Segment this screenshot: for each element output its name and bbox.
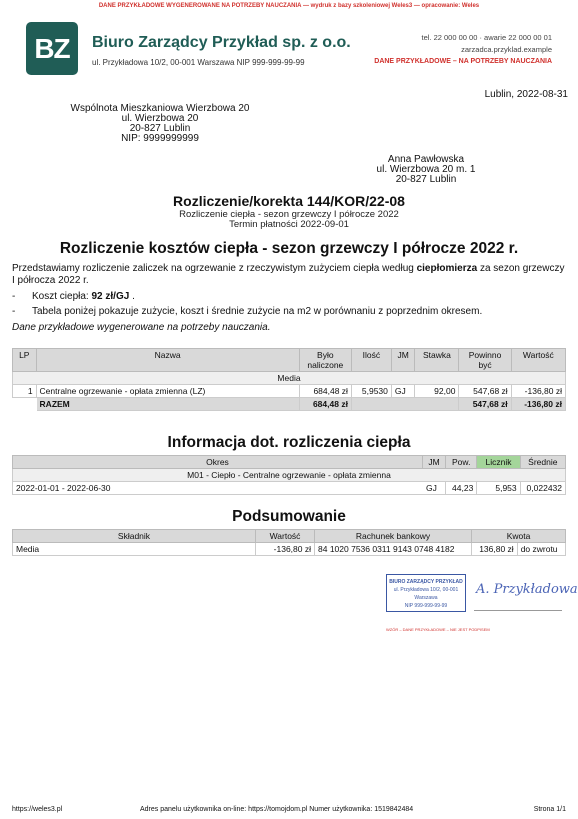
contact-phone: tel. 22 000 00 00 · awarie 22 000 00 01 [421,33,552,42]
col-powinno: Powinno być [459,349,511,372]
sum-empty [13,398,37,411]
signature-line [474,610,562,611]
stamp-line: NIP 999-999-99-99 [404,603,448,609]
page-number: Strona 1/1 [533,806,566,813]
sender-line: 20-827 Lublin [129,123,191,134]
cell-wartosc: -136,80 zł [256,543,315,556]
col-nazwa: Nazwa [36,349,299,372]
document-subtitle: Rozliczenie ciepła - sezon grzewczy I półrocze 2022 [179,209,399,220]
cell-rachunek: 84 1020 7536 0311 9143 0748 4182 [315,543,472,556]
info-table [12,455,566,495]
recipient-line: 20-827 Lublin [395,174,457,185]
contact-web: zarzadca.przyklad.example [461,45,552,54]
cell-srednie: 0,022432 [520,482,565,495]
recipient-block [356,155,496,185]
sum-label: RAZEM [36,398,299,411]
table-row [13,482,566,495]
sender-line: NIP: 9999999999 [121,133,199,144]
cell-jm: GJ [391,385,415,398]
signature: A. Przykładowa [476,582,578,597]
intro-paragraph: Przedstawiamy rozliczenie zaliczek na ogrzewanie z rzeczywistym zużyciem ciepła według ciepłomierza za sezon grzewczy I półrocza 2022 r. [12,263,565,286]
table-row [13,385,566,398]
document-date: Lublin, 2022-08-31 [484,89,568,100]
cell-skladnik: Media [13,543,256,556]
sum-spacer [351,398,459,411]
cell-powinno: 547,68 zł [459,385,511,398]
company-stamp [386,574,466,612]
company-logo: BZ [26,22,78,75]
recipient-line: Anna Pawłowska [387,154,465,165]
sender-line: ul. Wierzbowa 20 [121,113,199,124]
stamp-note: WZÓR – DANE PRZYKŁADOWE – NIE JEST PODPISEM [386,627,490,632]
col-okres: Okres [13,456,423,469]
cell-wartosc: -136,80 zł [511,385,565,398]
col-jm: JM [422,456,445,469]
col-ilosc: Ilość [351,349,391,372]
table-header-row [13,456,566,469]
sum-naliczone: 684,48 zł [299,398,351,411]
cell-kwota: 136,80 zł [472,543,518,556]
stamp-line: ul. Przykładowa 10/2, 00-001 Warszawa [393,587,459,601]
cell-status: do zwrotu [517,543,565,556]
summary-heading: Podsumowanie [232,508,346,525]
company-address: ul. Przykładowa 10/2, 00-001 Warszawa NIP 999-999-99-99 [92,58,305,67]
footer-link[interactable]: https://weles3.pl [12,806,63,813]
document-title: Rozliczenie/korekta 144/KOR/22-08 [173,193,405,209]
col-rachunek: Rachunek bankowy [315,530,472,543]
cell-ilosc: 5,9530 [351,385,391,398]
summary-table [12,529,566,556]
recipient-line: ul. Wierzbowa 20 m. 1 [376,164,476,175]
group-label: Media [13,372,566,385]
sender-line: Wspólnota Mieszkaniowa Wierzbowa 20 [70,103,250,114]
table-group-row [13,469,566,482]
company-name: Biuro Zarządcy Przykład sp. z o.o. [92,34,351,51]
cell-okres: 2022-01-01 - 2022-06-30 [13,482,423,495]
stamp-line: BIURO ZARZĄDCY PRZYKŁAD [389,579,463,585]
group-label: M01 - Ciepło - Centralne ogrzewanie - opłata zmienna [13,469,566,482]
sample-note: Dane przykładowe wygenerowane na potrzeby nauczania. [12,322,271,333]
col-lp: LP [13,349,37,372]
info-heading: Informacja dot. rozliczenia ciepła [167,434,411,451]
table-group-row [13,372,566,385]
settlement-table [12,348,566,411]
col-kwota: Kwota [472,530,566,543]
sum-wartosc: -136,80 zł [511,398,565,411]
bullet-cost: - Koszt ciepła: 92 zł/GJ . [12,291,135,302]
cell-naliczone: 684,48 zł [299,385,351,398]
col-skladnik: Składnik [13,530,256,543]
cell-lp: 1 [13,385,37,398]
col-pow: Pow. [446,456,477,469]
table-header-row [13,349,566,372]
table-sum-row [13,398,566,411]
col-srednie: Średnie [520,456,565,469]
sum-powinno: 547,68 zł [459,398,511,411]
cell-pow: 44,23 [446,482,477,495]
col-naliczone: Było naliczone [299,349,351,372]
table-row [13,543,566,556]
payment-due: Termin płatności 2022-09-01 [229,219,349,230]
col-stawka: Stawka [415,349,459,372]
main-heading: Rozliczenie kosztów ciepła - sezon grzewczy I półrocze 2022 r. [59,240,519,257]
sender-block [40,104,280,144]
footer-panel-info: Adres panelu użytkownika on-line: https://tomojdom.pl Numer użytkownika: 1519842484 [140,806,414,813]
table-header-row [13,530,566,543]
col-jm: JM [391,349,415,372]
col-wartosc: Wartość [511,349,565,372]
col-licznik: Licznik [477,456,520,469]
top-banner: DANE PRZYKŁADOWE WYGENEROWANE NA POTRZEBY NAUCZANIA — wydruk z bazy szkoleniowej Weles3 — opracowanie: Weles [98,3,480,9]
cell-jm: GJ [422,482,445,495]
cell-stawka: 92,00 [415,385,459,398]
cell-nazwa: Centralne ogrzewanie - opłata zmienna (LZ) [36,385,299,398]
cell-licznik: 5,953 [477,482,520,495]
bullet-table: - Tabela poniżej pokazuje zużycie, koszt i średnie zużycie na m2 w porównaniu z poprzednim okresem. [12,306,483,317]
contact-note: DANE PRZYKŁADOWE – NA POTRZEBY NAUCZANIA [374,58,552,65]
col-wartosc: Wartość [256,530,315,543]
